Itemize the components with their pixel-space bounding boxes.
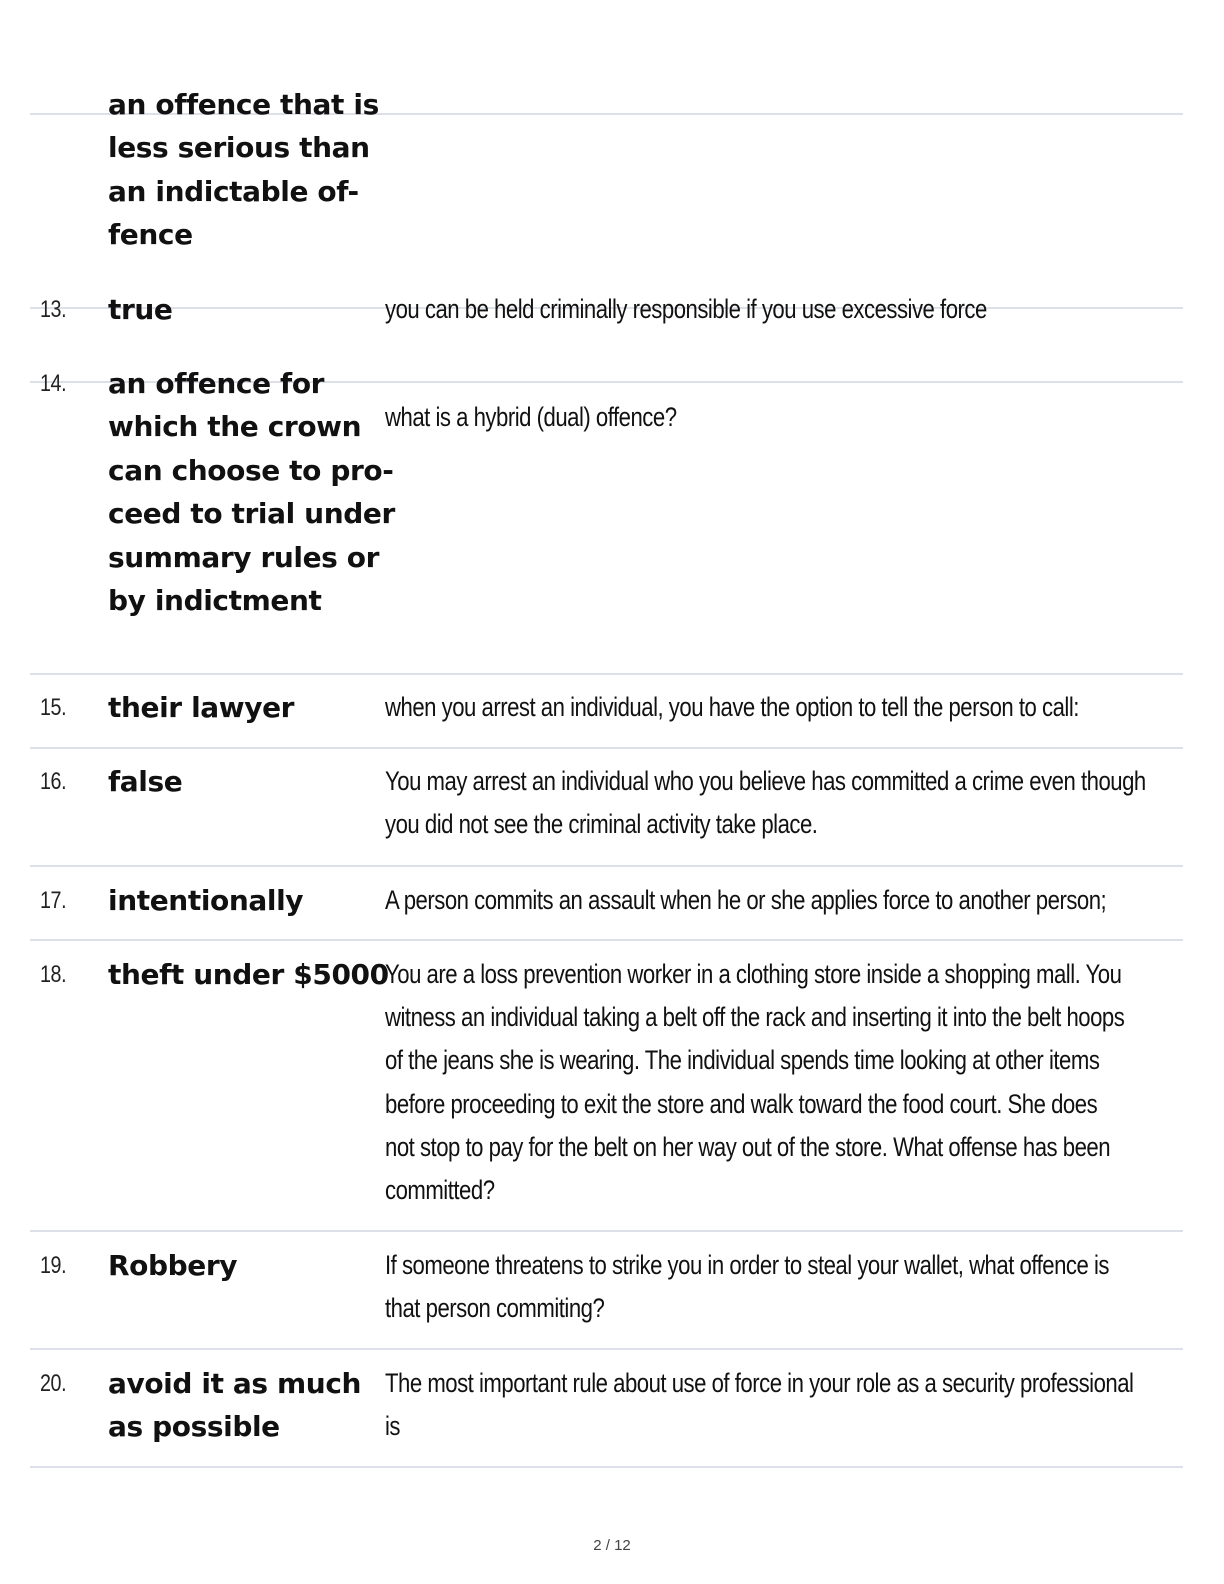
- card-definition: You may arrest an individual who you believe has committed a crime even though you did not see the criminal activity take place.: [385, 766, 1146, 840]
- card-term: an offence for which the crown can choose to pro- ceed to trial under summary rules or by indictment: [108, 367, 395, 618]
- page-indicator: 2 / 12: [593, 1537, 631, 1554]
- card-term: intentionally: [108, 884, 304, 917]
- card-term: theft under $5000: [108, 958, 389, 991]
- card-number: 19.: [40, 1252, 67, 1279]
- card-term: avoid it as much as possible: [108, 1367, 362, 1444]
- card-term: an offence that is less serious than an indictable of- fence: [108, 88, 379, 252]
- card-number: 16.: [40, 768, 67, 795]
- card-definition: You are a loss prevention worker in a clothing store inside a shopping mall. You witness an individual taking a belt off the rack and inserting it into the belt hoops of the jeans she is wearing. The individual spends time looking at other items before proceeding to exit the store and walk toward the food court. She does not stop to pay for the belt on her way out of the store. What offense has been committed?: [385, 959, 1125, 1206]
- card-number: 20.: [40, 1370, 67, 1397]
- card-number: 13.: [40, 296, 67, 323]
- card-definition: The most important rule about use of force in your role as a security professional is: [385, 1368, 1134, 1442]
- row-divider: [30, 1466, 1183, 1468]
- row-divider: [30, 865, 1183, 867]
- card-definition: If someone threatens to strike you in order to steal your wallet, what offence is that person commiting?: [385, 1250, 1109, 1324]
- card-term: Robbery: [108, 1249, 238, 1282]
- card-number: 17.: [40, 887, 67, 914]
- row-divider: [30, 1348, 1183, 1350]
- card-term: true: [108, 293, 173, 326]
- row-divider: [30, 747, 1183, 749]
- card-number: 18.: [40, 961, 67, 988]
- card-definition: A person commits an assault when he or she applies force to another person;: [385, 885, 1107, 915]
- row-divider: [30, 1230, 1183, 1232]
- card-term: their lawyer: [108, 691, 295, 724]
- card-term: false: [108, 765, 183, 798]
- row-divider: [30, 673, 1183, 675]
- card-definition: when you arrest an individual, you have the option to tell the person to call:: [385, 692, 1079, 722]
- card-definition: what is a hybrid (dual) offence?: [385, 402, 677, 432]
- card-definition: you can be held criminally responsible if you use excessive force: [385, 294, 987, 324]
- card-number: 15.: [40, 694, 67, 721]
- card-number: 14.: [40, 370, 67, 397]
- row-divider: [30, 939, 1183, 941]
